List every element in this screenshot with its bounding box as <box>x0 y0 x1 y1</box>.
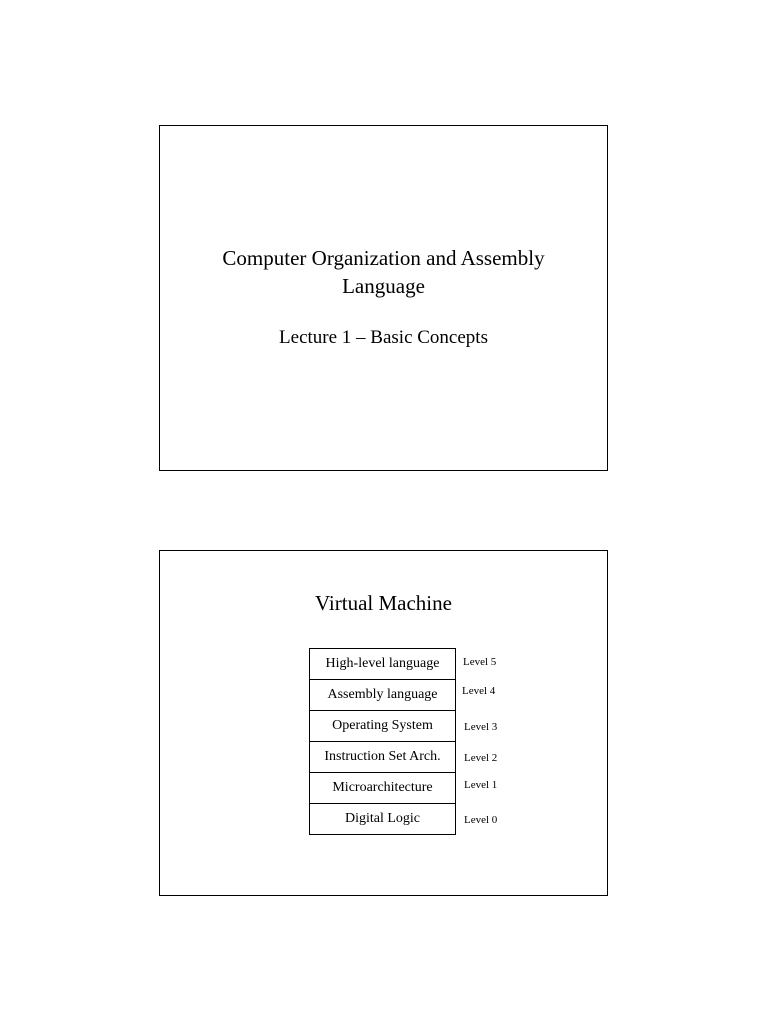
level-label-5: Level 5 <box>463 656 497 668</box>
slide-2-title: Virtual Machine <box>315 591 452 615</box>
slide-1-subtitle: Lecture 1 – Basic Concepts <box>279 327 488 348</box>
level-label-3: Level 3 <box>464 721 498 733</box>
slide-1-title <box>160 244 607 300</box>
virtual-machine-stack <box>309 648 456 835</box>
layer-box-2: Instruction Set Arch. <box>309 741 456 772</box>
level-label-4: Level 4 <box>462 685 496 697</box>
level-label-2: Level 2 <box>464 752 498 764</box>
level-label-0: Level 0 <box>464 814 498 826</box>
slide-1-title-line-1: Computer Organization and Assembly <box>222 246 545 270</box>
slide-1 <box>159 125 608 471</box>
slide-1-title-line-2: Language <box>342 274 425 298</box>
layer-box-1: Microarchitecture <box>309 772 456 803</box>
layer-box-0: Digital Logic <box>309 803 456 835</box>
layer-box-5: High-level language <box>309 648 456 679</box>
level-label-1: Level 1 <box>464 779 498 791</box>
layer-box-4: Assembly language <box>309 679 456 710</box>
layer-box-3: Operating System <box>309 710 456 741</box>
slide-2 <box>159 550 608 896</box>
